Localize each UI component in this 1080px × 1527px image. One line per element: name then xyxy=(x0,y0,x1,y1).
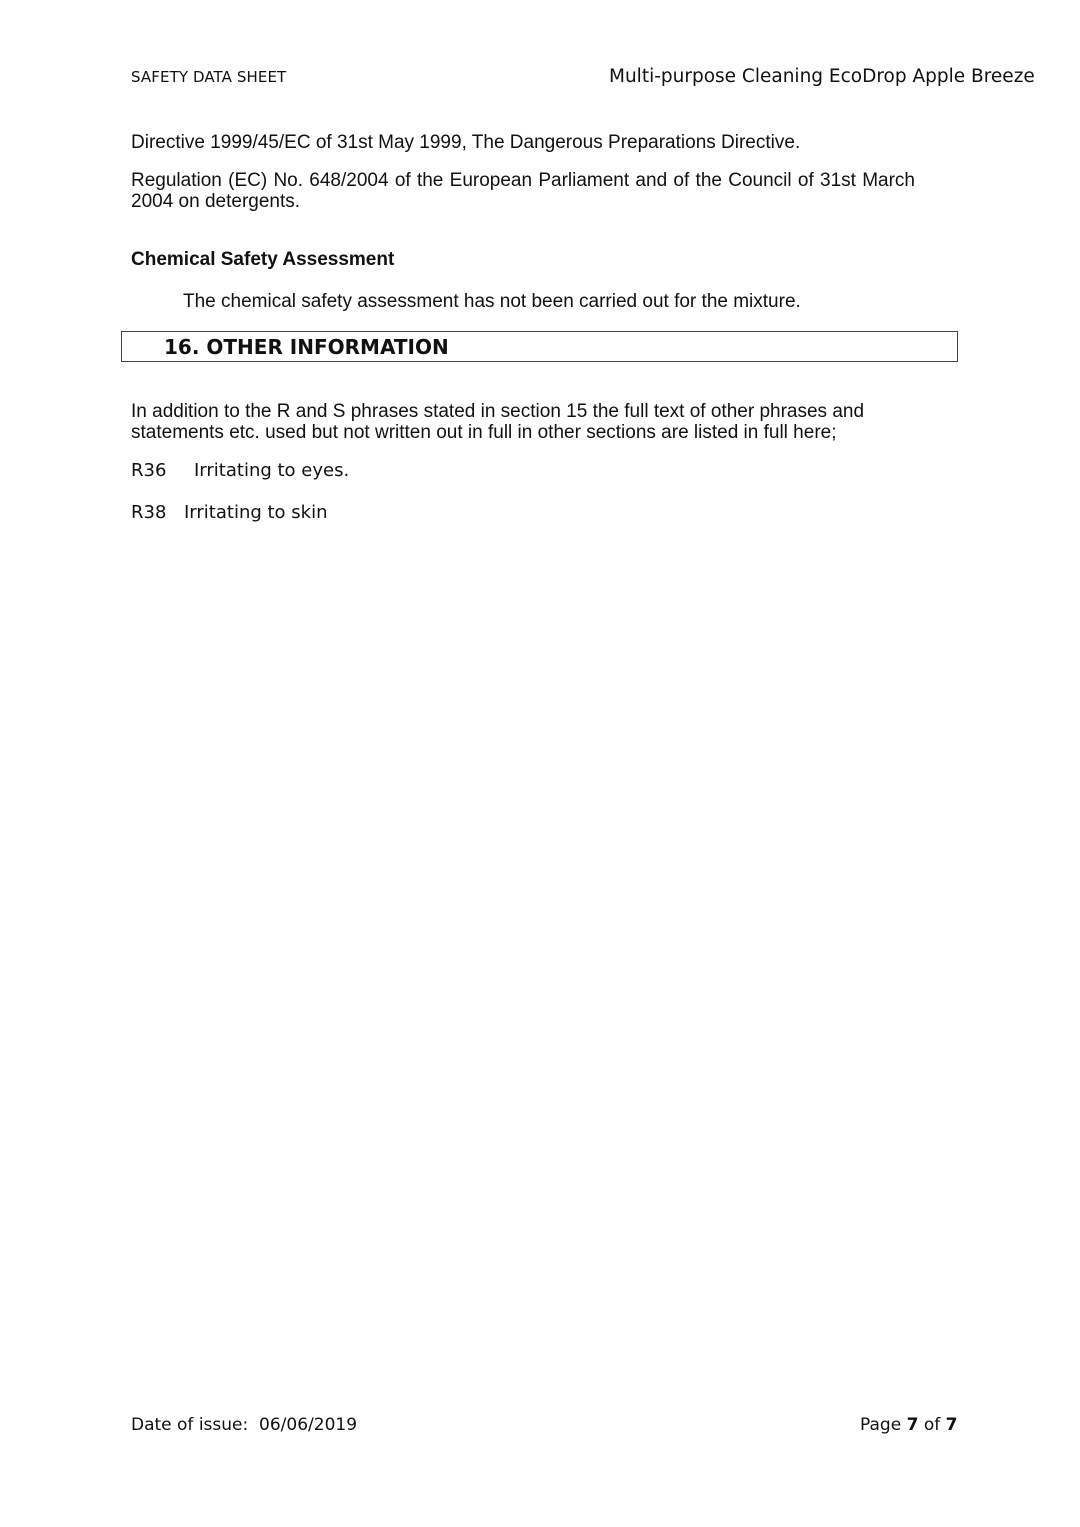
directive-paragraph: Directive 1999/45/EC of 31st May 1999, The Dangerous Preparations Directive. xyxy=(131,132,801,153)
date-of-issue xyxy=(131,1415,357,1435)
phrase-code: R36 xyxy=(131,460,167,481)
phrase-text: Irritating to eyes. xyxy=(194,460,350,481)
page-of: of xyxy=(923,1415,941,1435)
product-name-header: Multi-purpose Cleaning EcoDrop Apple Breeze xyxy=(609,66,1035,87)
page-current: 7 xyxy=(906,1415,919,1435)
page-number xyxy=(860,1415,957,1435)
chemical-safety-heading: Chemical Safety Assessment xyxy=(131,249,395,270)
chemical-safety-text: The chemical safety assessment has not been carried out for the mixture. xyxy=(183,291,801,312)
date-value: 06/06/2019 xyxy=(259,1415,358,1435)
phrase-code: R38 xyxy=(131,502,167,523)
section-16-intro: In addition to the R and S phrases stated in section 15 the full text of other phrases and statements etc. used but not written out in full in other sections are listed in full here; xyxy=(131,401,865,443)
phrase-item xyxy=(131,502,328,523)
regulation-paragraph: Regulation (EC) No. 648/2004 of the European Parliament and of the Council of 31st March 2004 on detergents. xyxy=(131,170,915,212)
date-label: Date of issue: xyxy=(131,1415,249,1435)
page-word: Page xyxy=(860,1415,902,1435)
phrase-text: Irritating to skin xyxy=(184,502,328,523)
phrase-item xyxy=(131,460,350,481)
page-total: 7 xyxy=(945,1415,958,1435)
document-type-header: SAFETY DATA SHEET xyxy=(131,68,287,86)
section-16-header-box xyxy=(121,331,958,362)
section-16-title: 16. OTHER INFORMATION xyxy=(164,335,449,359)
